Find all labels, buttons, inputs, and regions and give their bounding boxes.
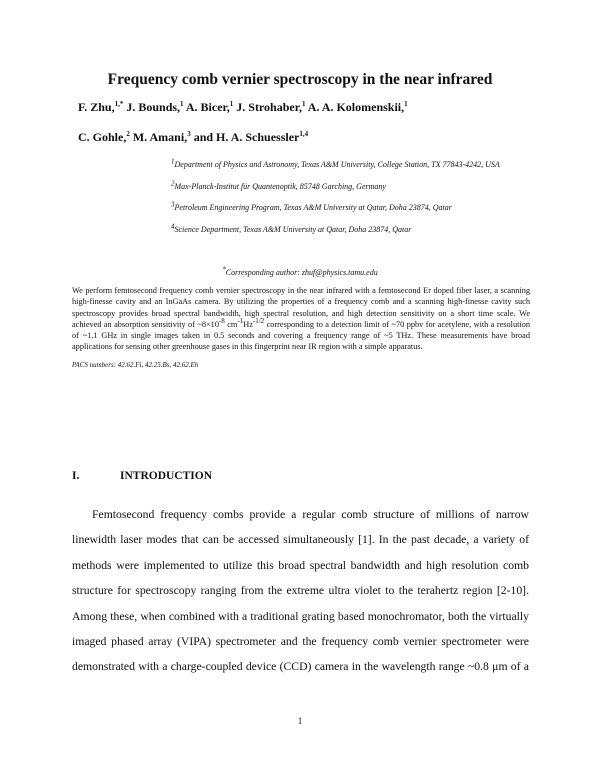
body-line: Femtosecond frequency combs provide a regular comb structure of millions of narrow: [92, 508, 529, 521]
author-affiliation-mark: 1,4: [299, 130, 309, 138]
author-name: A. A. Kolomenskii,: [305, 100, 405, 114]
section-heading: [72, 470, 212, 482]
author-name: and H. A. Schuessler: [190, 130, 300, 144]
author-affiliation-mark: 3: [187, 130, 191, 138]
body-line: methods were implemented to utilize this broad spectral bandwidth and high resolution comb: [72, 558, 529, 572]
author-name: A. Bicer,: [183, 100, 230, 114]
corresponding-author: *Corresponding author: zhuf@physics.tamu.edu: [222, 265, 378, 277]
page-number: 1: [297, 716, 303, 726]
author-affiliation-mark: 2: [126, 130, 130, 138]
body-line: structure for spectroscopy ranging from the extreme ultra violet to the terahertz region [2-10].: [72, 584, 529, 598]
section-number: I.: [72, 470, 80, 482]
author-affiliation-mark: 1,*: [114, 100, 124, 108]
abstract: We perform femtosecond frequency comb vernier spectroscopy in the near infrared with a femtosecond Er doped fiber laser, a scanning high-finesse cavity and an InGaAs camera. By utilizing the properties of a frequency comb and a scanning high-finesse cavity such spectroscopy provides broad spectral bandwidth, high spectral resolution, and high detection sensitivity on a short time scale. We achieved an absorption sensitivity of $\sim 8\times 10^{-8}$ $cm^{-1}Hz^{-1/2}$ corresponding to a detection limit of ~70 ppbv for acetylene, with a resolution of ~1.1 GHz in single images taken in 0.5 seconds and covering a frequency range of ~5 THz. These measurements have broad applications for sensing other greenhouse gases in this fingerprint near IR region with a simple apparatus.: [72, 286, 530, 352]
author-affiliation-mark: 1: [180, 100, 184, 108]
author-list-line-1: [78, 99, 548, 115]
affiliation: $^4$Science Department, Texas A&M University at Qatar, Doha 23874, Qatar: [171, 222, 412, 234]
author-affiliation-mark: 1: [229, 100, 234, 108]
author-name: F. Zhu,: [78, 100, 115, 114]
affiliation: $^1$Department of Physics and Astronomy, Texas A&M University, College Station, TX 77843-4242, USA: [171, 157, 500, 169]
author-affiliation-mark: 1: [301, 100, 306, 108]
author-name: C. Gohle,: [78, 130, 127, 144]
affiliation: $^2$Max-Planck-Institut für Quantenoptik, 85748 Garching, Germany: [171, 179, 386, 191]
author-affiliation-mark: 1: [404, 100, 408, 108]
pacs-numbers: PACS numbers: 42.62.Fi, 42.25.Bs, 42.62.Eh: [72, 361, 199, 369]
author-name: J. Strohaber,: [233, 100, 302, 114]
body-line: imaged phased array (VIPA) spectrometer and the frequency comb vernier spectrometer were: [72, 635, 529, 649]
section-title: INTRODUCTION: [120, 470, 213, 482]
paper-title: Frequency comb vernier spectroscopy in the near infrared: [107, 71, 493, 88]
body-line: Among these, when combined with a traditional grating based monochromator, both the virtually: [72, 609, 529, 623]
author-name: M. Amani,: [129, 130, 188, 144]
body-text: [72, 502, 529, 680]
body-line: linewidth laser modes that can be accessed simultaneously [1]. In the past decade, a variety of: [72, 533, 529, 547]
affiliation: $^3$Petroleum Engineering Program, Texas A&M University at Qatar, Doha 23874, Qatar: [171, 200, 452, 212]
body-line: demonstrated with a charge-coupled device (CCD) camera in the wavelength range ~0.8 μm of a: [72, 660, 529, 674]
author-name: J. Bounds,: [123, 100, 181, 114]
author-list-line-2: [78, 129, 548, 145]
